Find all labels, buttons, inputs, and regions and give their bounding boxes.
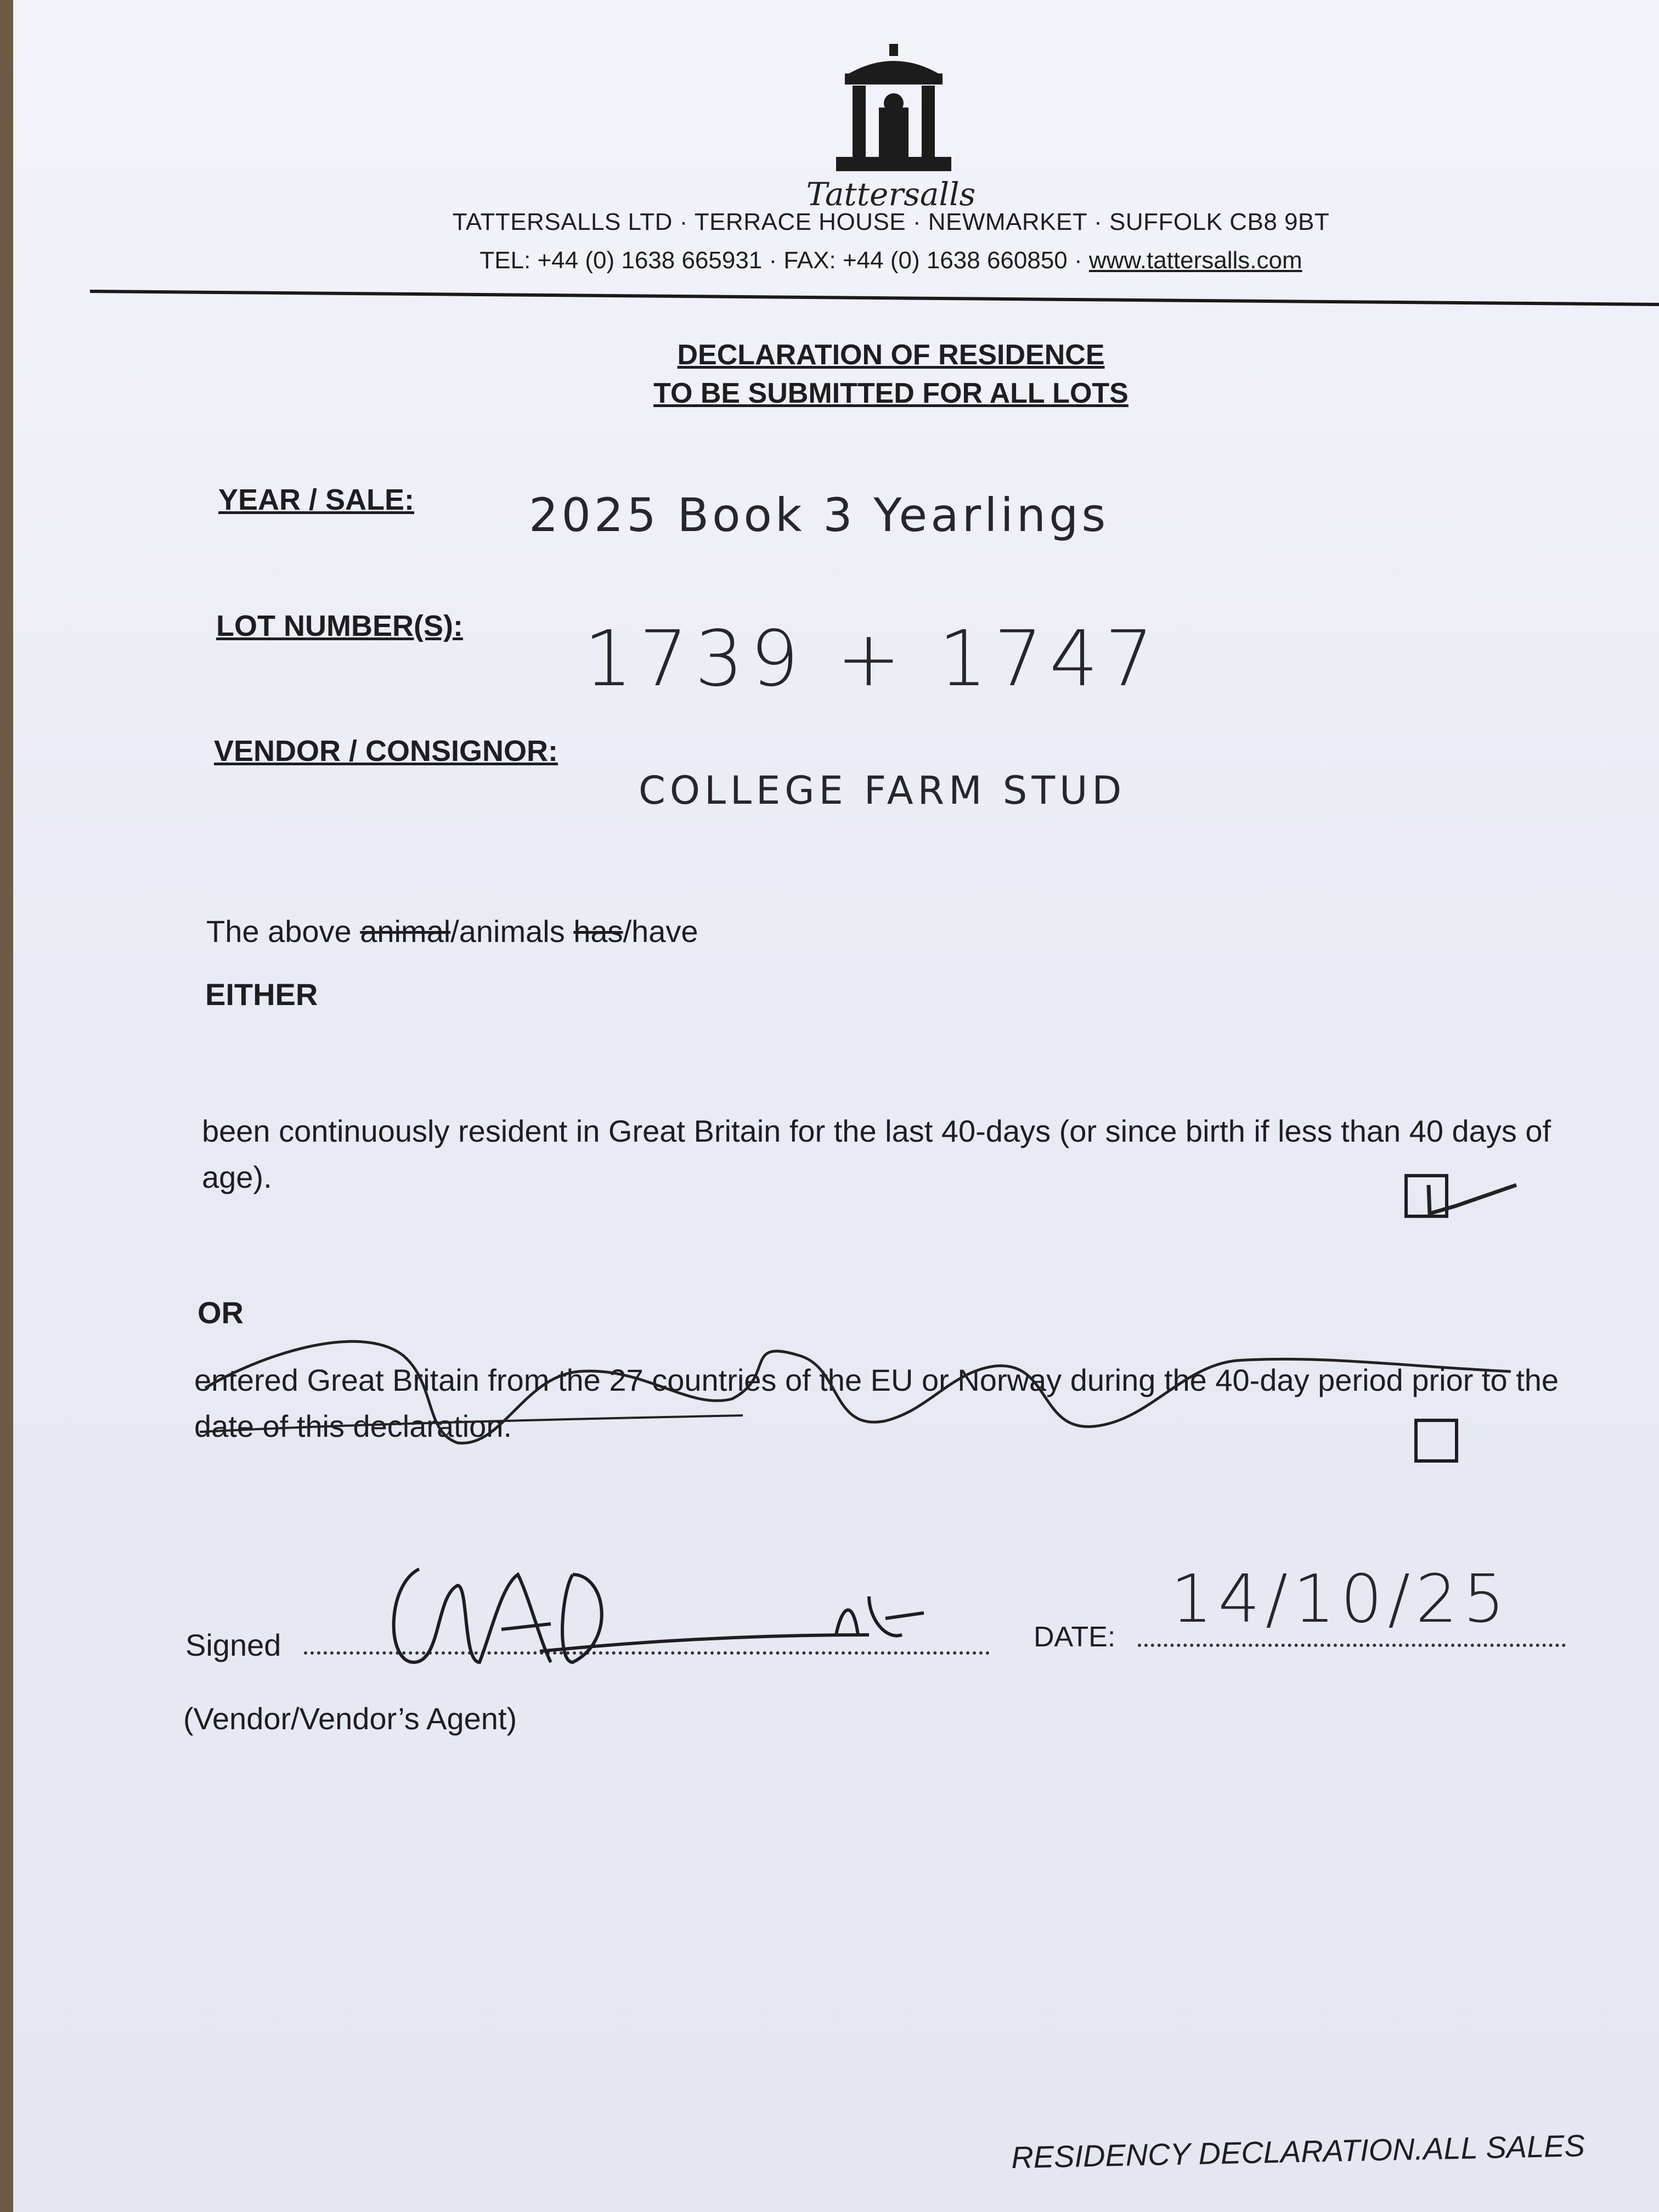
- date-line: [1138, 1644, 1566, 1647]
- either-label: EITHER: [205, 977, 318, 1012]
- strikeout-scribble-icon: [194, 1322, 1566, 1465]
- vendor-value[interactable]: COLLEGE FARM STUD: [639, 768, 1126, 813]
- lot-number-value[interactable]: 1739 + 1747: [584, 614, 1160, 704]
- contact-numbers: TEL: +44 (0) 1638 665931 · FAX: +44 (0) 1638 660850 ·: [479, 247, 1089, 274]
- statement-prefix: The above: [206, 914, 360, 949]
- tattersalls-logo-icon: [825, 42, 962, 179]
- statement-mid: /animals: [450, 914, 574, 949]
- date-value[interactable]: 14/10/25: [1171, 1561, 1510, 1638]
- vendor-role-label: (Vendor/Vendor’s Agent): [183, 1701, 517, 1736]
- form-title: [589, 336, 1193, 413]
- lot-number-label: LOT NUMBER(S):: [216, 610, 463, 642]
- or-label: OR: [198, 1295, 244, 1330]
- struck-animal: animal: [360, 914, 451, 949]
- company-contact: [419, 247, 1363, 274]
- signed-label: Signed: [185, 1628, 281, 1662]
- vendor-label: VENDOR / CONSIGNOR:: [214, 735, 558, 768]
- header-divider: [90, 290, 1659, 306]
- website-link[interactable]: www.tattersalls.com: [1088, 247, 1302, 274]
- company-address: TATTERSALLS LTD · TERRACE HOUSE · NEWMARKET · SUFFOLK CB8 9BT: [452, 208, 1330, 235]
- brand-name: Tattersalls: [806, 176, 976, 213]
- declaration-form: [13, 0, 1659, 2212]
- date-label: DATE:: [1034, 1621, 1116, 1653]
- handwritten-signature[interactable]: [375, 1553, 946, 1679]
- year-sale-label: YEAR / SALE:: [218, 483, 415, 516]
- form-title-line1: DECLARATION OF RESIDENCE: [677, 339, 1105, 371]
- form-footer: RESIDENCY DECLARATION.ALL SALES: [1011, 2128, 1585, 2175]
- option2-text: entered Great Britain from the 27 countries of the EU or Norway during the 40-day period prior to the date of this declaration.: [194, 1363, 1559, 1443]
- option1-text: been continuously resident in Great Britain for the last 40-days (or since birth if less than 40 days of age).: [202, 1114, 1551, 1194]
- struck-has: has: [573, 914, 623, 949]
- year-sale-value[interactable]: 2025 Book 3 Yearlings: [529, 488, 1109, 542]
- option2-checkbox[interactable]: [1414, 1419, 1458, 1463]
- form-title-line2: TO BE SUBMITTED FOR ALL LOTS: [653, 377, 1128, 409]
- checkmark-icon: [1407, 1163, 1527, 1229]
- statement-suffix: /have: [623, 914, 698, 949]
- animal-statement: [206, 909, 698, 955]
